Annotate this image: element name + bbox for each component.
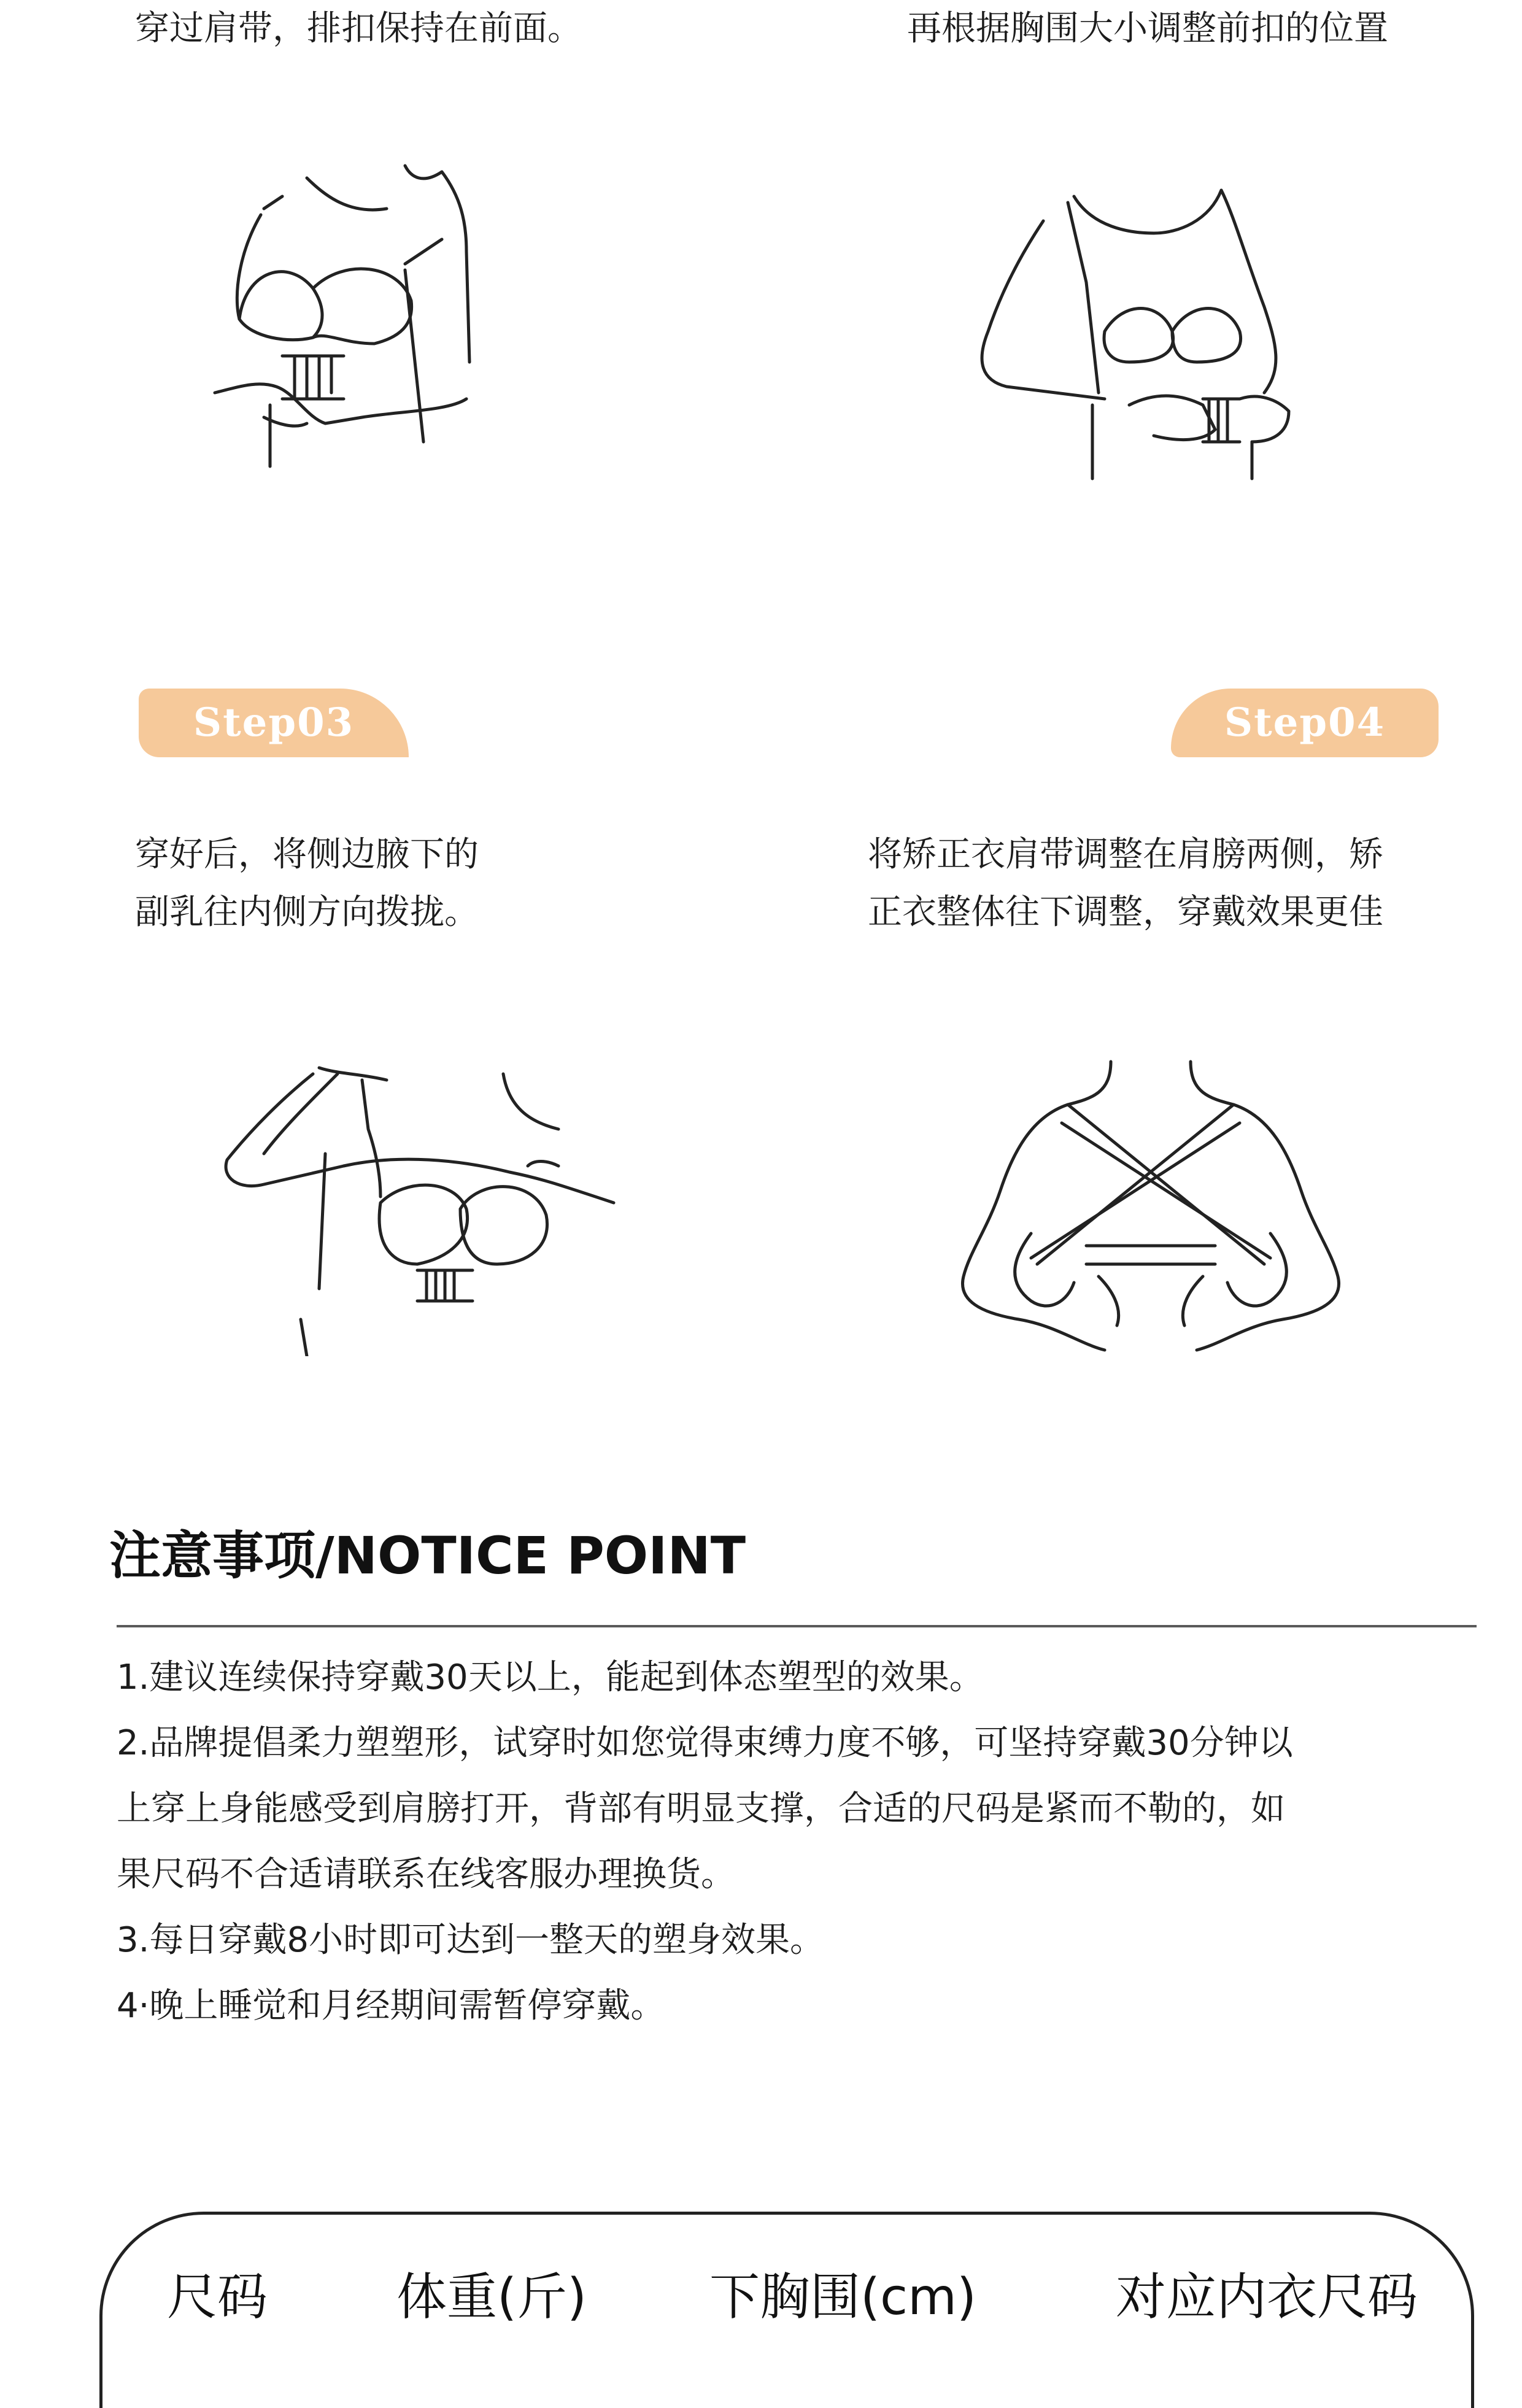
step04-badge bbox=[1171, 689, 1439, 757]
size-table-header-underbust: 下胸围(cm) bbox=[709, 2268, 976, 2326]
notice-item: 1.建议连续保持穿戴30天以上，能起到体态塑型的效果。 bbox=[117, 1657, 984, 1697]
cross-back-strap-illustration bbox=[945, 1055, 1362, 1375]
bra-adjust-hook-illustration bbox=[945, 184, 1319, 491]
step4-caption bbox=[868, 826, 1383, 941]
notice-item: 2.品牌提倡柔力塑塑形，试穿时如您觉得束缚力度不够，可坚持穿戴30分钟以 bbox=[117, 1723, 1293, 1763]
step4-line-1: 将矫正衣肩带调整在肩膀两侧，矫 bbox=[868, 835, 1383, 874]
notice-item: 3.每日穿戴8小时即可达到一整天的塑身效果。 bbox=[117, 1920, 825, 1960]
notice-item: 4·晚上睡觉和月经期间需暂停穿戴。 bbox=[117, 1986, 665, 2026]
step3-line-2: 副乳往内侧方向拨拢。 bbox=[135, 892, 479, 932]
step3-line-1: 穿好后，将侧边腋下的 bbox=[135, 835, 479, 874]
step03-badge-label: Step03 bbox=[193, 700, 355, 746]
bra-side-gather-illustration bbox=[215, 1062, 620, 1356]
notice-item: 果尺码不合适请联系在线客服办理换货。 bbox=[117, 1854, 735, 1894]
step03-badge bbox=[139, 689, 409, 757]
step3-caption bbox=[135, 826, 479, 941]
step1-line-1: 穿过肩带，排扣保持在前面。 bbox=[135, 9, 582, 48]
notice-title: 注意事项/NOTICE POINT bbox=[109, 1526, 746, 1586]
bra-front-hook-illustration bbox=[203, 160, 558, 479]
size-table-header-bra-size: 对应内衣尺码 bbox=[1116, 2268, 1418, 2326]
step1-caption bbox=[135, 0, 582, 58]
notice-divider bbox=[117, 1625, 1477, 1627]
notice-item: 上穿上身能感受到肩膀打开，背部有明显支撑，合适的尺码是紧而不勒的，如 bbox=[117, 1789, 1285, 1829]
size-table-header-weight: 体重(斤) bbox=[396, 2268, 587, 2326]
step2-line-1: 再根据胸围大小调整前扣的位置 bbox=[907, 9, 1388, 48]
step04-badge-label: Step04 bbox=[1224, 700, 1386, 746]
size-table-header-size: 尺码 bbox=[167, 2268, 268, 2326]
step2-caption bbox=[907, 0, 1388, 58]
notice-list bbox=[117, 1645, 1485, 2039]
step4-line-2: 正衣整体往下调整，穿戴效果更佳 bbox=[868, 892, 1383, 932]
